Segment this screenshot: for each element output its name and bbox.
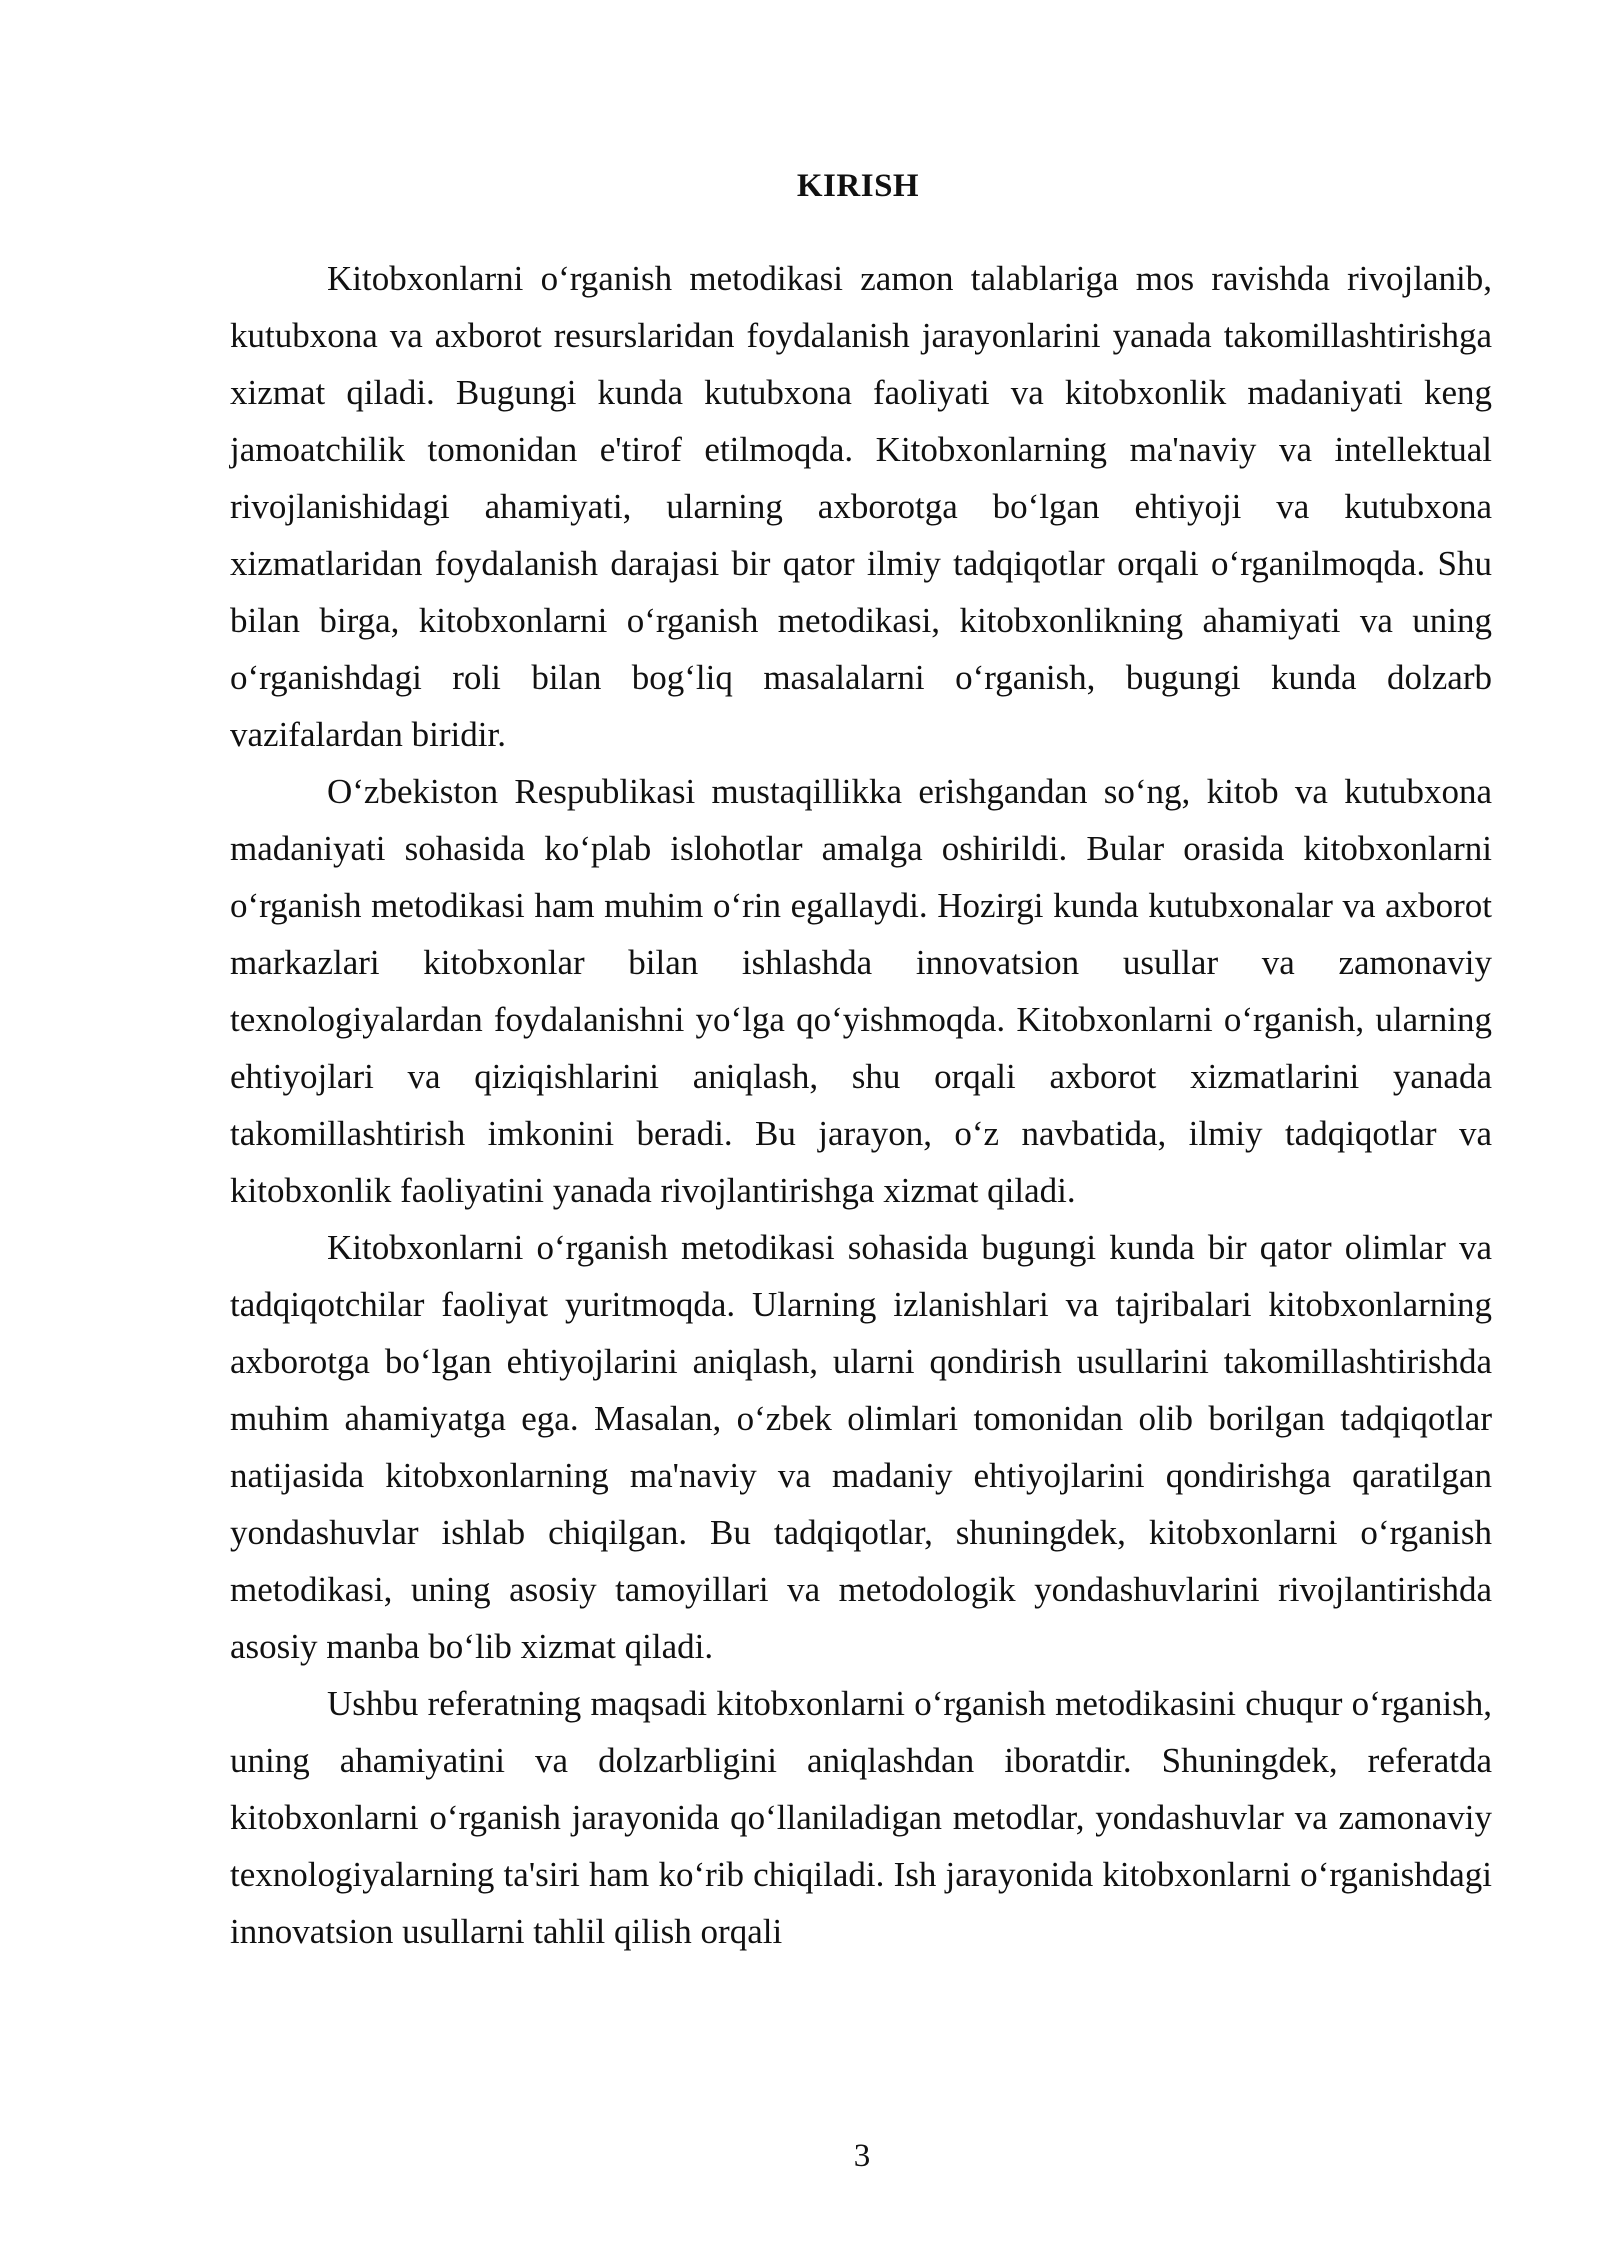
page-number: 3 [853, 2138, 871, 2174]
paragraph: Kitobxonlarni o‘rganish metodikasi zamon talablariga mos ravishda rivojlanib, kutubxona va axborot resurslaridan foydalanish jarayonlarini yanada takomillashtirishga xizmat qiladi. Bugungi kunda kutubxona faoliyati va kitobxonlik madaniyati keng jamoatchilik tomonidan e'tirof etilmoqda. Kitobxonlarning ma'naviy va intellektual rivojlanishidagi ahamiyati, ularning axborotga bo‘lgan ehtiyoji va kutubxona xizmatlaridan foydalanish darajasi bir qator ilmiy tadqiqotlar orqali o‘rganilmoqda. Shu bilan birga, kitobxonlarni o‘rganish metodikasi, kitobxonlikning ahamiyati va uning o‘rganishdagi roli bilan bog‘liq masalalarni o‘rganish, bugungi kunda dolzarb vazifalardan biridir. [230, 259, 1492, 754]
paragraph: O‘zbekiston Respublikasi mustaqillikka erishgandan so‘ng, kitob va kutubxona madaniyati sohasida ko‘plab islohotlar amalga oshirildi. Bular orasida kitobxonlarni o‘rganish metodikasi ham muhim o‘rin egallaydi. Hozirgi kunda kutubxonalar va axborot markazlari kitobxonlar bilan ishlashda innovatsion usullar va zamonaviy texnologiyalardan foydalanishni yo‘lga qo‘yishmoqda. Kitobxonlarni o‘rganish, ularning ehtiyojlari va qiziqishlarini aniqlash, shu orqali axborot xizmatlarini yanada takomillashtirish imkonini beradi. Bu jarayon, o‘z navbatida, ilmiy tadqiqotlar va kitobxonlik faoliyatini yanada rivojlantirishga xizmat qiladi. [230, 772, 1492, 1210]
section-title: KIRISH [796, 168, 920, 204]
body-text [230, 250, 1492, 1960]
paragraph: Kitobxonlarni o‘rganish metodikasi sohasida bugungi kunda bir qator olimlar va tadqiqotchilar faoliyat yuritmoqda. Ularning izlanishlari va tajribalari kitobxonlarning axborotga bo‘lgan ehtiyojlarini aniqlash, ularni qondirish usullarini takomillashtirishda muhim ahamiyatga ega. Masalan, o‘zbek olimlari tomonidan olib borilgan tadqiqotlar natijasida kitobxonlarning ma'naviy va madaniy ehtiyojlarini qondirishga qaratilgan yondashuvlar ishlab chiqilgan. Bu tadqiqotlar, shuningdek, kitobxonlarni o‘rganish metodikasi, uning asosiy tamoyillari va metodologik yondashuvlarini rivojlantirishda asosiy manba bo‘lib xizmat qiladi. [230, 1228, 1492, 1666]
paragraph: Ushbu referatning maqsadi kitobxonlarni o‘rganish metodikasini chuqur o‘rganish, uning ahamiyatini va dolzarbligini aniqlashdan iboratdir. Shuningdek, referatda kitobxonlarni o‘rganish jarayonida qo‘llaniladigan metodlar, yondashuvlar va zamonaviy texnologiyalarning ta'siri ham ko‘rib chiqiladi. Ish jarayonida kitobxonlarni o‘rganishdagi innovatsion usullarni tahlil qilish orqali [230, 1684, 1492, 1951]
